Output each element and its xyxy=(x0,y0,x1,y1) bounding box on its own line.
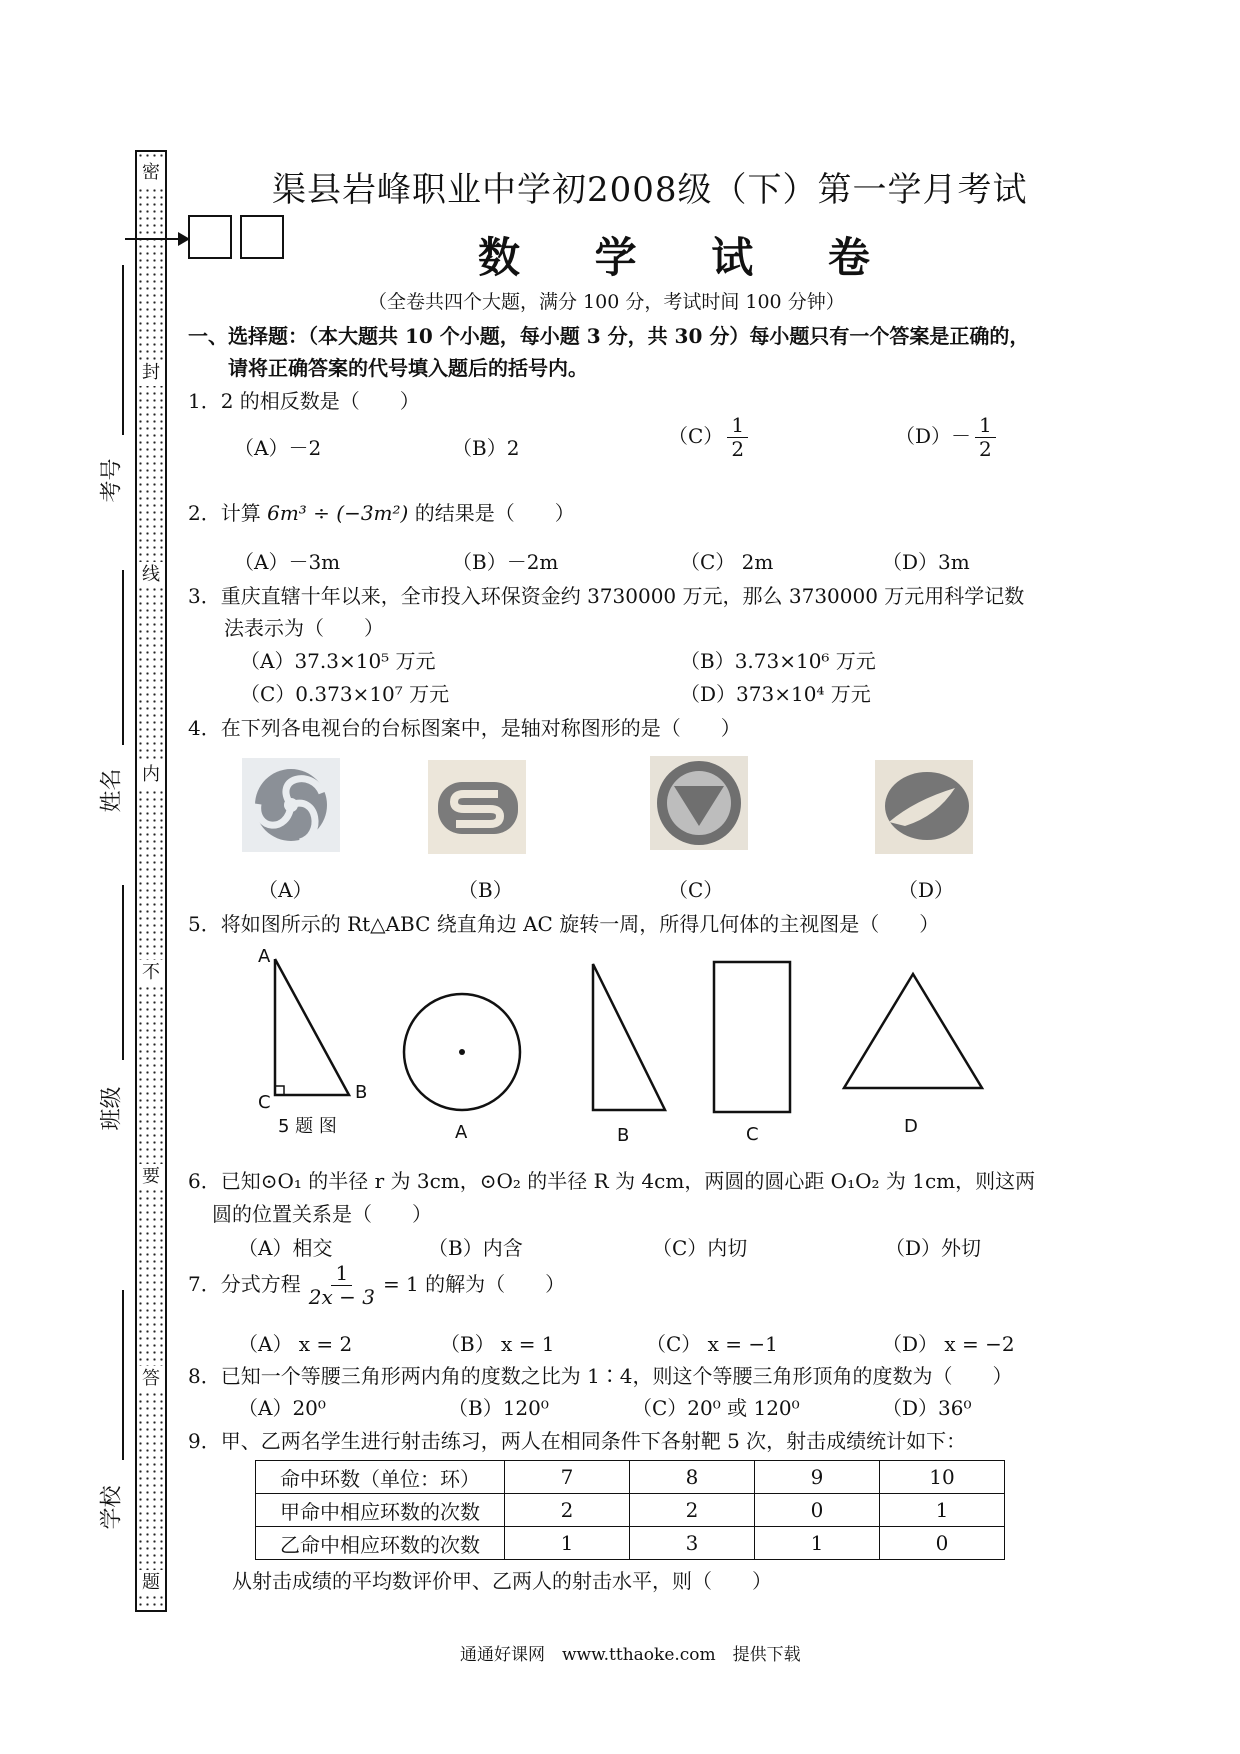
table-cell: 甲命中相应环数的次数 xyxy=(256,1494,505,1527)
q4-label-d: （D） xyxy=(898,878,955,902)
arrow-line xyxy=(125,238,180,240)
side-line-3 xyxy=(122,885,124,1060)
table-row xyxy=(256,1494,1005,1527)
q6-option-d: （D）外切 xyxy=(885,1236,982,1260)
q5-option-c-label: C xyxy=(746,1124,759,1145)
q4-label-a: （A） xyxy=(258,878,313,902)
label-name: 姓名 xyxy=(99,768,125,813)
section1-heading-2: 请将正确答案的代号填入题后的括号内。 xyxy=(228,356,588,380)
q3-stem: 3．重庆直辖十年以来，全市投入环保资金约 3730000 万元，那么 3730000 万元用科学记数 xyxy=(188,584,1025,608)
q9-follow-up: 从射击成绩的平均数评价甲、乙两人的射击水平，则（ ） xyxy=(232,1569,772,1593)
q6-option-c: （C）内切 xyxy=(652,1236,748,1260)
q5-option-d-triangle xyxy=(840,970,986,1096)
q9-score-table xyxy=(255,1460,1005,1560)
q8-option-b: （B）120⁰ xyxy=(448,1396,549,1420)
q4-label-b: （B） xyxy=(458,878,513,902)
q2-expression: 6m³ ÷ (−3m²) xyxy=(267,501,409,525)
q3-option-c: （C）0.373×10⁷ 万元 xyxy=(240,682,450,706)
q5-vertex-a: A xyxy=(258,946,271,967)
q1-c-num: 1 xyxy=(727,414,748,438)
q1-d-den: 2 xyxy=(979,437,992,461)
q2-option-a: （A）－3m xyxy=(234,550,341,574)
table-cell: 2 xyxy=(630,1494,755,1527)
q1-option-c xyxy=(668,414,752,461)
q7-frac-num: 1 xyxy=(331,1262,352,1286)
q2-option-d: （D）3m xyxy=(882,550,970,574)
tv-logo-b-s-icon xyxy=(428,760,526,854)
q8-stem: 8．已知一个等腰三角形两内角的度数之比为 1∶4，则这个等腰三角形顶角的度数为（ ） xyxy=(188,1364,1013,1388)
q3-stem-2: 法表示为（ ） xyxy=(224,616,384,640)
q6-option-b: （B）内含 xyxy=(428,1236,523,1260)
q8-option-d: （D）36⁰ xyxy=(882,1396,972,1420)
q3-option-d: （D）373×10⁴ 万元 xyxy=(680,682,871,706)
table-cell: 8 xyxy=(630,1461,755,1494)
q1-option-b: （B）2 xyxy=(452,436,520,460)
tv-logo-d-leaf-icon xyxy=(875,760,973,854)
tv-logo-a-swirl-icon xyxy=(242,758,340,852)
q6-stem: 6．已知⊙O₁ 的半径 r 为 3cm，⊙O₂ 的半径 R 为 4cm，两圆的圆心距 O₁O₂ 为 1cm，则这两 xyxy=(188,1169,1036,1193)
strip-char-da: 答 xyxy=(139,1366,163,1392)
strip-char-nei: 内 xyxy=(139,762,163,788)
q4-stem: 4．在下列各电视台的台标图案中，是轴对称图形的是（ ） xyxy=(188,716,741,740)
q6-stem-2: 圆的位置关系是（ ） xyxy=(212,1202,432,1226)
page-footer: 通通好课网 www.tthaoke.com 提供下载 xyxy=(460,1645,801,1665)
q5-stem: 5．将如图所示的 Rt△ABC 绕直角边 AC 旋转一周，所得几何体的主视图是（ ） xyxy=(188,912,940,936)
strip-char-mi: 密 xyxy=(139,160,163,186)
q2-stem-pre: 2．计算 xyxy=(188,501,261,525)
q7-option-d: （D） x = −2 xyxy=(882,1332,1015,1356)
q1-option-a: （A）－2 xyxy=(234,436,322,460)
subject-title: 数 学 试 卷 xyxy=(478,233,900,282)
q1-option-d-fraction xyxy=(975,414,996,461)
q5-figure-caption: 5 题 图 xyxy=(278,1116,337,1137)
label-exam-number: 考号 xyxy=(99,458,125,503)
table-cell: 乙命中相应环数的次数 xyxy=(256,1527,505,1560)
q7-option-a: （A） x = 2 xyxy=(238,1332,353,1356)
q1-option-c-prefix: （C） xyxy=(668,424,724,448)
q5-option-a-circle xyxy=(400,990,524,1114)
q2-option-c: （C） 2m xyxy=(680,550,774,574)
table-cell: 3 xyxy=(630,1527,755,1560)
q6-option-a: （A）相交 xyxy=(238,1236,333,1260)
q5-option-a-label: A xyxy=(455,1122,468,1143)
q3-option-a: （A）37.3×10⁵ 万元 xyxy=(240,649,436,673)
q7-option-c: （C） x = −1 xyxy=(646,1332,778,1356)
q1-option-d-prefix: （D）－ xyxy=(895,424,972,448)
table-cell: 2 xyxy=(505,1494,630,1527)
strip-char-yao: 要 xyxy=(139,1164,163,1190)
q5-vertex-c: C xyxy=(258,1092,271,1113)
q4-label-c: （C） xyxy=(668,878,724,902)
label-school: 学校 xyxy=(99,1485,125,1530)
table-cell: 10 xyxy=(880,1461,1005,1494)
side-line-1 xyxy=(122,265,124,435)
table-row xyxy=(256,1461,1005,1494)
q5-vertex-b: B xyxy=(355,1082,368,1103)
q7-stem-pre: 7．分式方程 xyxy=(188,1272,301,1296)
table-cell: 0 xyxy=(755,1494,880,1527)
side-line-2 xyxy=(122,570,124,745)
q2-option-b: （B）－2m xyxy=(452,550,559,574)
q7-stem xyxy=(188,1262,565,1309)
score-box-1 xyxy=(188,215,232,259)
q1-option-c-fraction xyxy=(727,414,748,461)
binding-strip xyxy=(135,150,167,1612)
table-cell: 命中环数（单位：环） xyxy=(256,1461,505,1494)
q2-stem-post: 的结果是（ ） xyxy=(414,501,575,525)
exam-note: （全卷共四个大题，满分 100 分，考试时间 100 分钟） xyxy=(368,291,845,313)
q1-d-num: 1 xyxy=(975,414,996,438)
table-cell: 9 xyxy=(755,1461,880,1494)
q7-option-b: （B） x = 1 xyxy=(440,1332,555,1356)
q3-option-b: （B）3.73×10⁶ 万元 xyxy=(680,649,876,673)
table-cell: 1 xyxy=(505,1527,630,1560)
q7-stem-post: = 1 的解为（ ） xyxy=(382,1272,566,1296)
side-line-4 xyxy=(122,1290,124,1460)
table-cell: 1 xyxy=(755,1527,880,1560)
strip-char-feng: 封 xyxy=(139,360,163,386)
q5-reference-triangle xyxy=(255,945,375,1135)
tv-logo-c-v-icon xyxy=(650,756,748,850)
q9-stem: 9．甲、乙两名学生进行射击练习，两人在相同条件下各射靶 5 次，射击成绩统计如下： xyxy=(188,1429,967,1453)
table-row xyxy=(256,1527,1005,1560)
table-cell: 1 xyxy=(880,1494,1005,1527)
q7-frac-den: 2x − 3 xyxy=(308,1285,375,1309)
table-cell: 0 xyxy=(880,1527,1005,1560)
exam-title: 渠县岩峰职业中学初2008级（下）第一学月考试 xyxy=(272,170,1028,210)
q5-option-b-triangle xyxy=(585,960,675,1115)
table-cell: 7 xyxy=(505,1461,630,1494)
strip-char-ti: 题 xyxy=(139,1570,163,1596)
q5-option-c-rectangle xyxy=(710,958,800,1118)
q1-c-den: 2 xyxy=(731,437,745,461)
label-class: 班级 xyxy=(99,1086,125,1131)
q7-fraction xyxy=(305,1262,379,1309)
q1-stem: 1．2 的相反数是（ ） xyxy=(188,389,420,413)
q2-stem xyxy=(188,497,575,526)
score-box-2 xyxy=(240,215,284,259)
q5-option-d-label: D xyxy=(904,1116,918,1137)
q8-option-c: （C）20⁰ 或 120⁰ xyxy=(632,1396,800,1420)
q8-option-a: （A）20⁰ xyxy=(238,1396,326,1420)
strip-char-xian: 线 xyxy=(139,562,163,588)
q5-option-b-label: B xyxy=(617,1125,630,1146)
q1-option-d xyxy=(895,414,1000,461)
section1-heading: 一、选择题：（本大题共 10 个小题，每小题 3 分，共 30 分）每小题只有一个答案是正确的， xyxy=(188,324,1030,348)
strip-char-bu: 不 xyxy=(139,960,163,986)
